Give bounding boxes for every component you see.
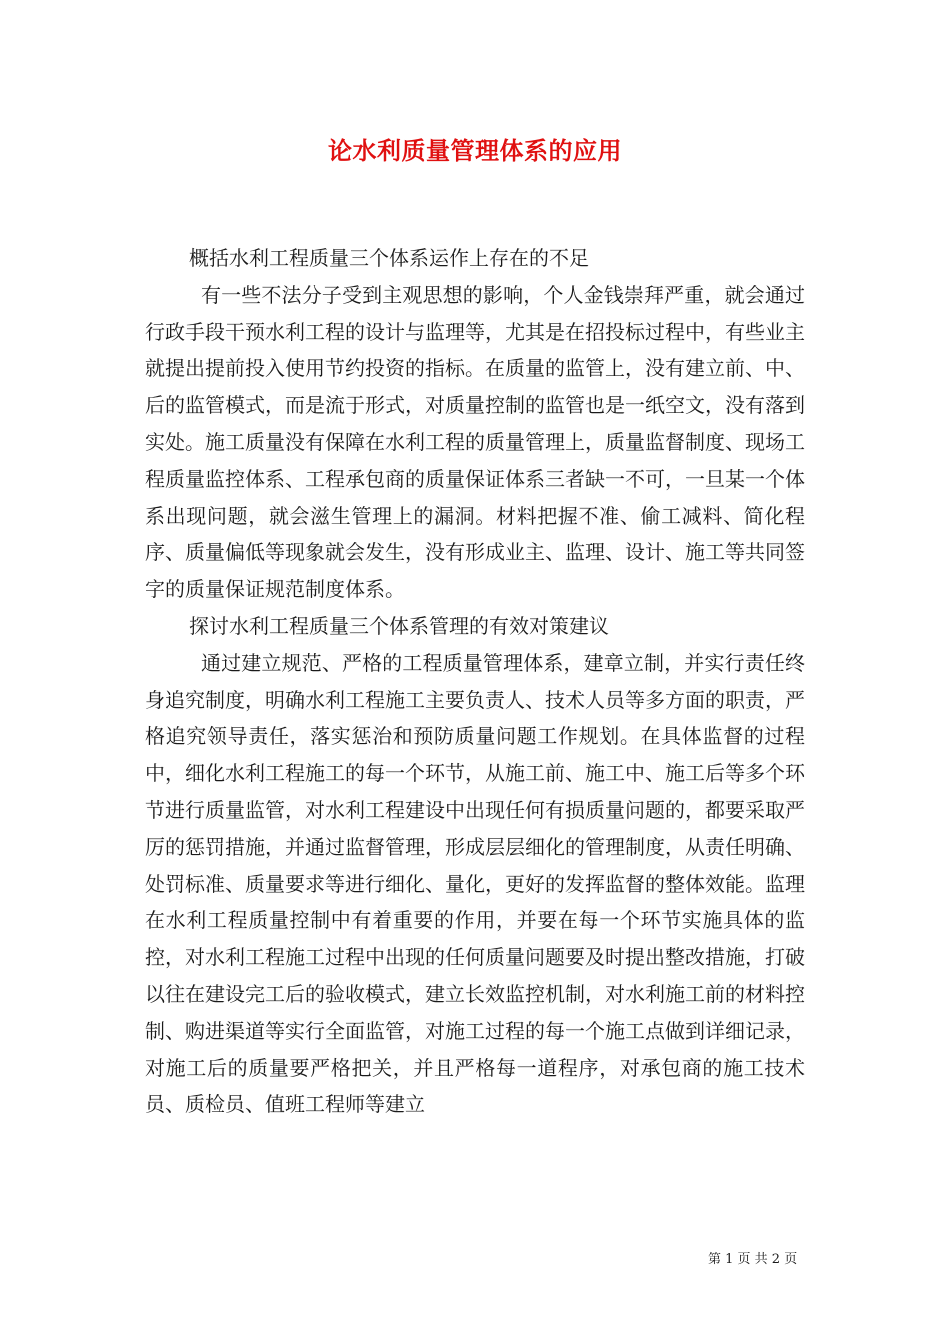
page-number-footer: 第 1 页 共 2 页 <box>708 1252 798 1267</box>
page-title: 论水利质量管理体系的应用 <box>328 136 622 165</box>
section-heading: 探讨水利工程质量三个体系管理的有效对策建议 <box>189 613 609 638</box>
document-body <box>145 240 805 1123</box>
section-heading: 概括水利工程质量三个体系运作上存在的不足 <box>189 246 589 270</box>
section-paragraph: 有一些不法分子受到主观思想的影响，个人金钱崇拜严重，就会通过行政手段干预水利工程的设计与监理等，尤其是在招投标过程中，有些业主就提出提前投入使用节约投资的指标。在质量的监管上，没有建立前、中、后的监管模式，而是流于形式，对质量控制的监管也是一纸空文，没有落到实处。施工质量没有保障在水利工程的质量管理上，质量监督制度、现场工程质量监控体系、工程承包商的质量保证体系三者缺一不可，一旦某一个体系出现问题，就会滋生管理上的漏洞。材料把握不准、偷工减料、简化程序、质量偏低等现象就会发生，没有形成业主、监理、设计、施工等共同签字的质量保证规范制度体系。 <box>145 282 805 602</box>
section-paragraph: 通过建立规范、严格的工程质量管理体系，建章立制，并实行责任终身追究制度，明确水利工程施工主要负责人、技术人员等多方面的职责，严格追究领导责任，落实惩治和预防质量问题工作规划。在具体监督的过程中，细化水利工程施工的每一个环节，从施工前、施工中、施工后等多个环节进行质量监管，对水利工程建设中出现任何有损质量问题的，都要采取严厉的惩罚措施，并通过监督管理，形成层层细化的管理制度，从责任明确、处罚标准、质量要求等进行细化、量化，更好的发挥监督的整体效能。监理在水利工程质量控制中有着重要的作用，并要在每一个环节实施具体的监控，对水利工程施工过程中出现的任何质量问题要及时提出整改措施，打破以往在建设完工后的验收模式，建立长效监控机制，对水利施工前的材料控制、购进渠道等实行全面监管，对施工过程的每一个施工点做到详细记录，对施工后的质量要严格把关，并且严格每一道程序，对承包商的施工技术员、质检员、值班工程师等建立 <box>145 650 805 1117</box>
